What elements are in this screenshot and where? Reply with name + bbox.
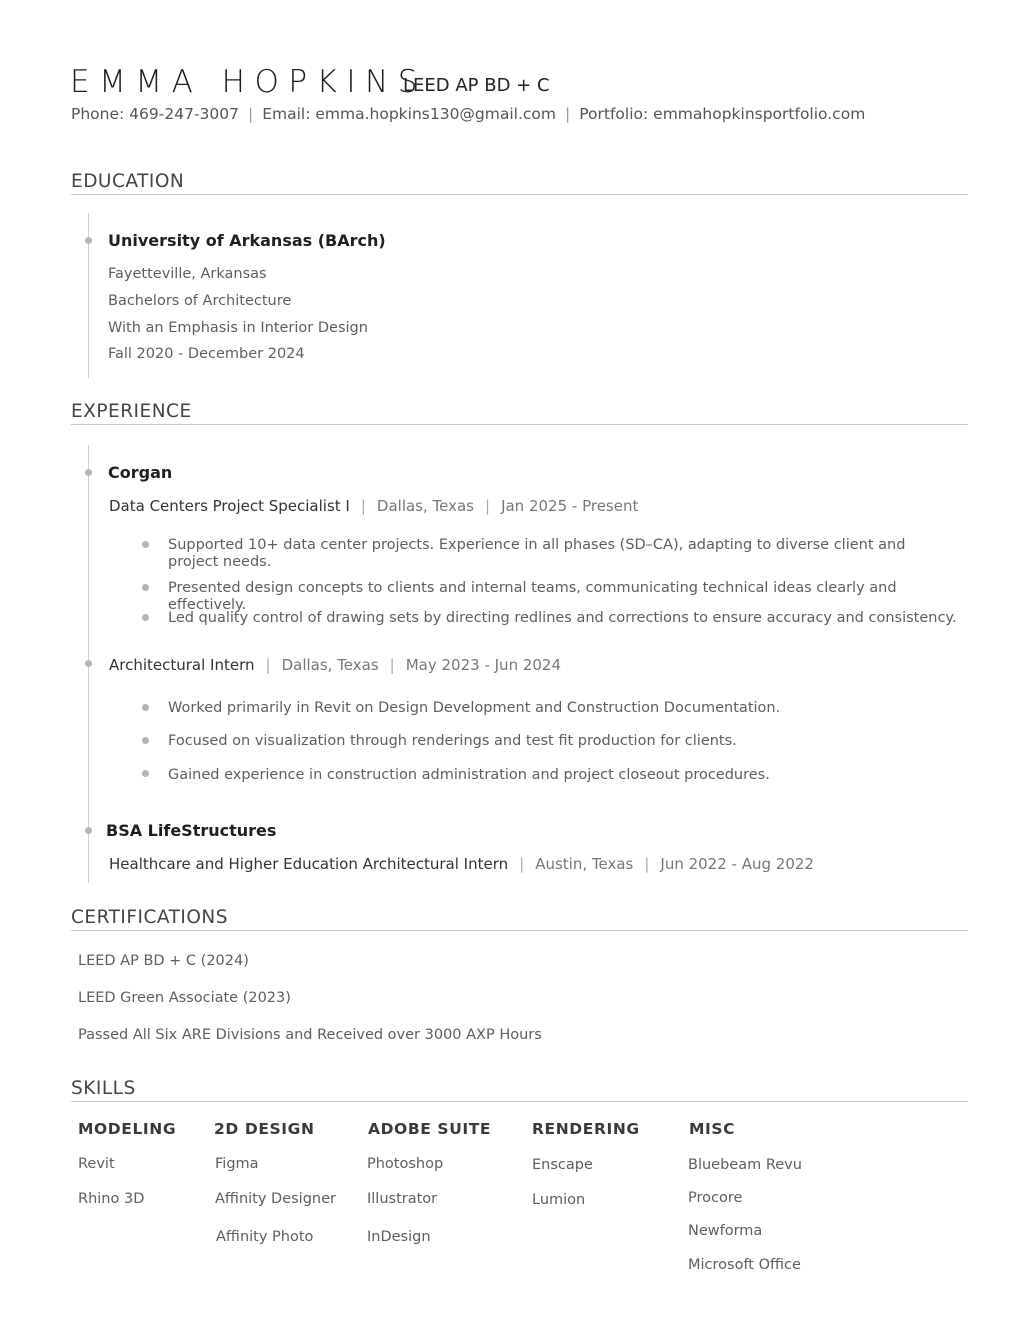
certification-item: Passed All Six ARE Divisions and Received over 3000 AXP Hours bbox=[78, 1027, 542, 1043]
bullet-dot bbox=[142, 704, 149, 711]
job-role-line bbox=[109, 496, 638, 516]
timeline-dot bbox=[85, 827, 92, 834]
job-dates: May 2023 - Jun 2024 bbox=[405, 656, 562, 674]
skill-item: Microsoft Office bbox=[688, 1257, 801, 1273]
bullet-dot bbox=[142, 541, 149, 548]
skill-item: Photoshop bbox=[367, 1156, 444, 1172]
job-role-line bbox=[109, 655, 561, 675]
separator: | bbox=[644, 855, 650, 873]
job-dates: Jan 2025 - Present bbox=[501, 497, 639, 515]
skill-column-heading: 2D DESIGN bbox=[214, 1120, 315, 1138]
certification-item: LEED AP BD + C (2024) bbox=[78, 953, 249, 969]
job-bullet: Presented design concepts to clients and internal teams, communicating technical ideas clearly and effectively. bbox=[168, 580, 897, 613]
job-bullet: Led quality control of drawing sets by directing redlines and corrections to ensure accuracy and consistency. bbox=[168, 610, 957, 626]
experience-heading: EXPERIENCE bbox=[71, 401, 192, 422]
job-title: Data Centers Project Specialist I bbox=[109, 497, 350, 515]
skill-item: Affinity Designer bbox=[215, 1191, 336, 1207]
email-text: Email: emma.hopkins130@gmail.com bbox=[262, 105, 557, 123]
separator: | bbox=[389, 656, 395, 674]
experience-divider bbox=[71, 424, 968, 425]
emphasis-text: With an Emphasis in Interior Design bbox=[108, 320, 368, 336]
skill-column-heading: ADOBE SUITE bbox=[368, 1120, 492, 1138]
skill-item: InDesign bbox=[367, 1229, 431, 1245]
job-bullet: Worked primarily in Revit on Design Development and Construction Documentation. bbox=[168, 700, 781, 716]
certifications-divider bbox=[71, 930, 968, 931]
skill-item: Affinity Photo bbox=[216, 1229, 314, 1245]
candidate-name: EMMA HOPKINS bbox=[70, 64, 427, 100]
skill-item: Illustrator bbox=[367, 1191, 438, 1207]
skill-item: Bluebeam Revu bbox=[688, 1157, 802, 1173]
job-bullet: Focused on visualization through renderings and test fit production for clients. bbox=[168, 733, 737, 749]
separator: | bbox=[565, 105, 571, 123]
education-dates: Fall 2020 - December 2024 bbox=[108, 346, 305, 362]
skill-item: Procore bbox=[688, 1190, 743, 1206]
job-location: Dallas, Texas bbox=[281, 656, 379, 674]
skill-column-heading: RENDERING bbox=[532, 1120, 640, 1138]
job-role-line bbox=[109, 854, 814, 874]
contact-line bbox=[71, 104, 865, 124]
bullet-dot bbox=[142, 614, 149, 621]
timeline-dot bbox=[85, 660, 92, 667]
school-name: University of Arkansas (BArch) bbox=[108, 231, 386, 250]
certifications-heading: CERTIFICATIONS bbox=[71, 907, 229, 928]
candidate-credential: LEED AP BD + C bbox=[403, 75, 550, 96]
separator: | bbox=[485, 497, 491, 515]
company-name: BSA LifeStructures bbox=[106, 821, 277, 840]
degree-text: Bachelors of Architecture bbox=[108, 293, 292, 309]
job-title: Healthcare and Higher Education Architectural Intern bbox=[109, 855, 509, 873]
skill-column-heading: MISC bbox=[689, 1120, 736, 1138]
skill-item: Figma bbox=[215, 1156, 259, 1172]
job-location: Dallas, Texas bbox=[376, 497, 474, 515]
skills-heading: SKILLS bbox=[71, 1078, 136, 1099]
skill-column-heading: MODELING bbox=[78, 1120, 177, 1138]
job-bullet: Supported 10+ data center projects. Experience in all phases (SD–CA), adapting to diverse client and project needs. bbox=[168, 537, 906, 570]
separator: | bbox=[519, 855, 525, 873]
company-name: Corgan bbox=[108, 463, 173, 482]
education-heading: EDUCATION bbox=[71, 171, 185, 192]
education-divider bbox=[71, 194, 968, 195]
skill-item: Revit bbox=[78, 1156, 115, 1172]
timeline-dot bbox=[85, 237, 92, 244]
certification-item: LEED Green Associate (2023) bbox=[78, 990, 291, 1006]
skills-divider bbox=[71, 1101, 968, 1102]
job-title: Architectural Intern bbox=[109, 656, 255, 674]
job-location: Austin, Texas bbox=[535, 855, 634, 873]
portfolio-text: Portfolio: emmahopkinsportfolio.com bbox=[579, 105, 866, 123]
job-bullet: Gained experience in construction administration and project closeout procedures. bbox=[168, 767, 770, 783]
skill-item: Rhino 3D bbox=[78, 1191, 145, 1207]
skill-item: Enscape bbox=[532, 1157, 593, 1173]
phone-text: Phone: 469-247-3007 bbox=[71, 105, 239, 123]
timeline-dot bbox=[85, 469, 92, 476]
separator: | bbox=[265, 656, 271, 674]
bullet-dot bbox=[142, 770, 149, 777]
skill-item: Lumion bbox=[532, 1192, 586, 1208]
bullet-dot bbox=[142, 737, 149, 744]
skill-item: Newforma bbox=[688, 1223, 763, 1239]
school-location: Fayetteville, Arkansas bbox=[108, 266, 267, 282]
separator: | bbox=[247, 105, 254, 123]
bullet-dot bbox=[142, 584, 149, 591]
job-dates: Jun 2022 - Aug 2022 bbox=[660, 855, 814, 873]
separator: | bbox=[360, 497, 366, 515]
